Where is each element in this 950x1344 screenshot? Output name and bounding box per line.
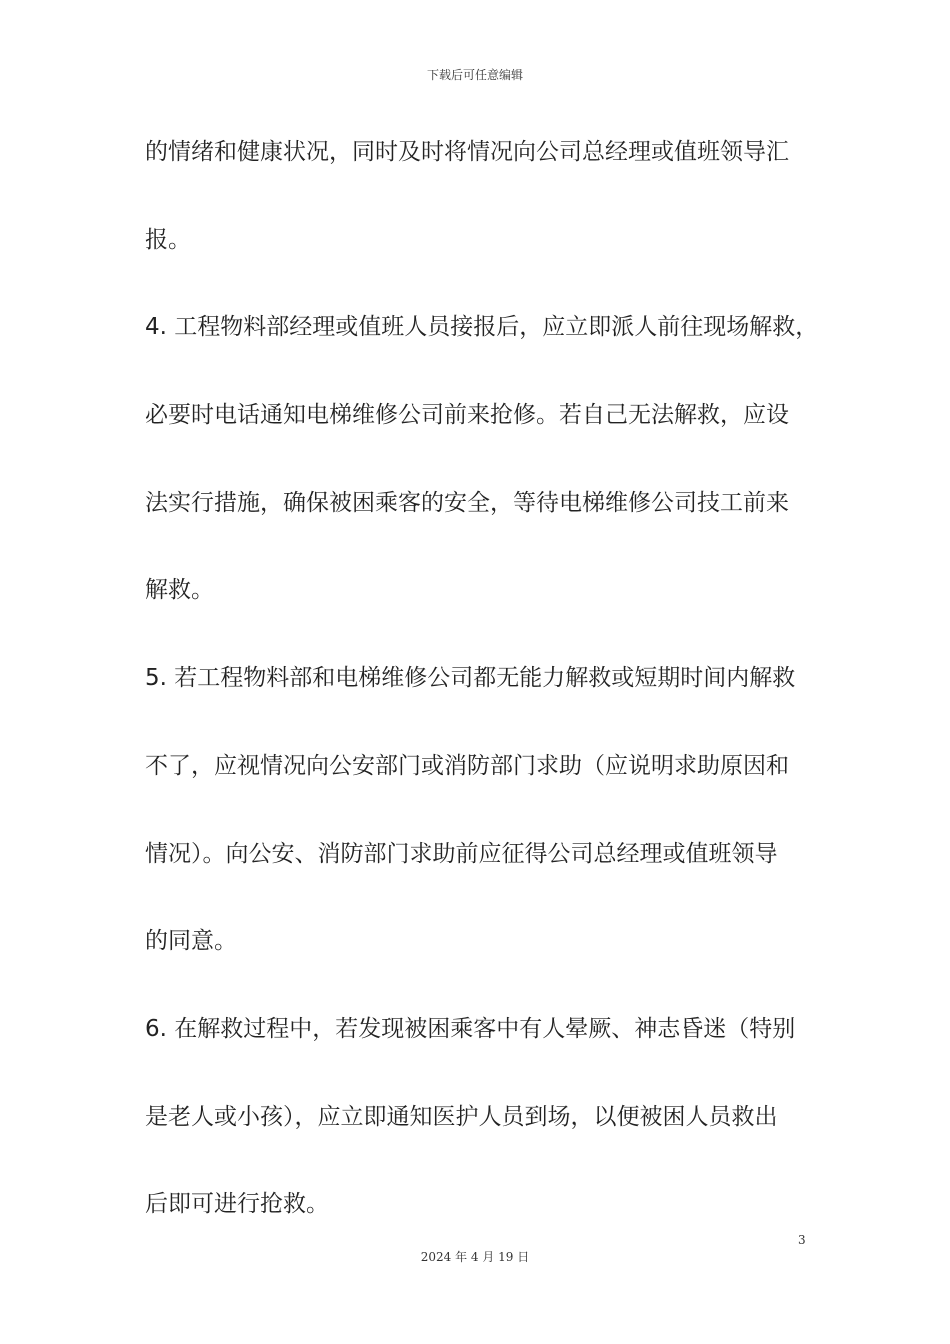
text-line: 的同意。 (145, 928, 237, 955)
text-line: 5. 若工程物料部和电梯维修公司都无能力解救或短期时间内解救 (145, 665, 796, 692)
text-line: 不了，应视情况向公安部门或消防部门求助（应说明求助原因和 (145, 752, 789, 779)
text-line: 必要时电话通知电梯维修公司前来抢修。若自己无法解救，应设 (145, 402, 789, 429)
document-body (145, 128, 819, 1268)
page-header: 下载后可任意编辑 (426, 68, 523, 82)
text-line: 6. 在解救过程中，若发现被困乘客中有人晕厥、神志昏迷（特别 (145, 1015, 796, 1042)
text-line: 解救。 (145, 577, 214, 604)
text-line: 4. 工程物料部经理或值班人员接报后，应立即派人前往现场解救， (145, 314, 819, 341)
text-line: 的情绪和健康状况，同时及时将情况向公司总经理或值班领导汇 (145, 139, 789, 165)
text-line: 是老人或小孩），应立即通知医护人员到场，以便被困人员救出 (145, 1103, 778, 1130)
text-line: 情况）。向公安、消防部门求助前应征得公司总经理或值班领导 (145, 840, 778, 867)
text-line: 报。 (145, 226, 191, 253)
text-line: 后即可进行抢救。 (145, 1191, 329, 1218)
text-line: 法实行措施，确保被困乘客的安全，等待电梯维修公司技工前来 (145, 489, 789, 516)
page-number: 3 (798, 1233, 806, 1247)
page-footer-date: 2024 年 4 月 19 日 (420, 1250, 530, 1264)
